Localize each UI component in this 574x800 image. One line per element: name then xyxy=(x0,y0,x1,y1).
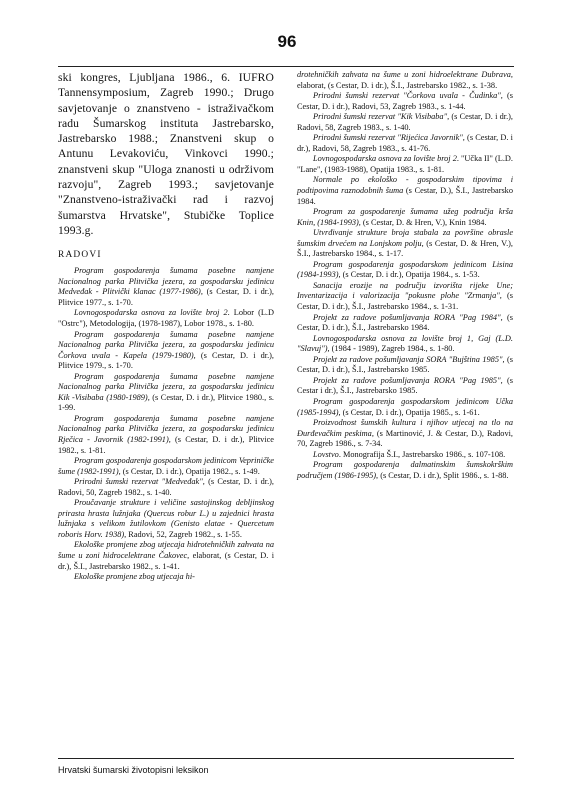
entry-title: Program gospodarenja šumama posebne namjene Nacionalnog parka Plitvička jezera, za gospodarsku jedinicu Kik -Visibaba (1980-1989) xyxy=(58,371,274,402)
bibliography-entry xyxy=(297,133,513,154)
entry-details: , (s Cestar, D. i dr.), Plitvice 1977., s. 1-70. xyxy=(58,287,274,307)
bibliography-entry xyxy=(58,540,274,572)
entry-details: , (s Cestar i dr.), Š.I., Jastrebarsko 1985. xyxy=(297,375,513,396)
footer-text: Hrvatski šumarski životopisni leksikon xyxy=(58,765,209,775)
entry-details: , (1984 - 1989), Zagreb 1984., s. 1-80. xyxy=(327,344,455,354)
entry-title: Sanacija erozije na području izvorišta rijeke Une; Inventarizacija i valorizacija "pokusne plohe "Zrmanja" xyxy=(297,280,513,301)
entry-title: Prirodni šumski rezervat "Kik Visibaba" xyxy=(313,112,448,122)
header-rule xyxy=(58,66,514,67)
entry-title: Prirodni šumski rezervat "Čorkova uvala - Čudinka" xyxy=(313,91,501,101)
left-column xyxy=(58,70,274,583)
bibliography-entry xyxy=(58,498,274,540)
bibliography-entry xyxy=(297,70,513,91)
entry-title: Program gospodarenja gospodarskom jedinicom Vepriničke šume (1982-1991) xyxy=(58,456,274,476)
entry-details: . Lobor (L.D "Ostrc"), Metodologija, (1978-1987), Lobor 1978., s. 1-80. xyxy=(58,308,274,328)
entry-details: , (s Cestar, D. i dr.), Radovi, 50, Zagreb 1982., s. 1-40. xyxy=(58,477,274,497)
entry-details: , (s Cestar, D. i dr.), Opatija 1985., s. 1-61. xyxy=(338,407,480,417)
entry-details: . "Učka II" (L.D. "Lane", (1983-1988), Opatija 1983., s. 1-81. xyxy=(297,154,514,174)
entry-title: Normale po ekološko - gospodarskim tipovima i podtipovima raznodobnih šuma xyxy=(297,175,513,196)
entry-details: , (s Cestar, D. i dr.), Radovi, 58, Zagreb 1983., s. 41-76. xyxy=(297,133,513,153)
entry-title: Program gospodarenja dalmatinskim šumskokrškim područjem (1986-1995) xyxy=(297,460,513,480)
right-entries xyxy=(297,70,513,481)
entry-details: , (s Cestar, D. i dr.), Š.I., Jastrebarsko 1985. xyxy=(297,354,513,375)
entry-title: Program za gospodarenje šumama užeg područja krša Knin, (1984-1993) xyxy=(297,207,513,227)
bibliography-entry xyxy=(297,334,513,355)
entry-title: Program gospodarenja šumama posebne namjene Nacionalnog parka Plitvička jezera, za gospodarsku jedinicu Rječica - Javornik (1982-1991) xyxy=(58,413,274,445)
bibliography-entry xyxy=(297,376,513,397)
bibliography-entry xyxy=(297,418,513,450)
section-title: RADOVI xyxy=(58,250,102,261)
entry-details: , (s Cestar, D. i dr.), Radovi, 58, Zagreb 1983., s. 1-40. xyxy=(297,112,513,132)
bibliography-entry xyxy=(297,260,513,281)
entry-title: Proučavanje strukture i veličine sastojinskog debljinskog prirasta hrasta lužnjaka (Quercus robur L.) u zajednici hrasta lužnjaka s velikom žutilovkom (Genisto elatae - Quercetum roboris Horv. 1938) xyxy=(58,498,274,539)
bibliography-entry xyxy=(297,175,513,207)
entry-details: , (s Cestar, D. i dr.), Š.I., Jastrebarsko 1984. xyxy=(297,312,513,333)
bibliography-entry xyxy=(297,460,513,481)
entry-details: , (s Cestar, D. i dr.), Plitvice 1982., s. 1-81. xyxy=(58,435,274,455)
entry-details: , (s Cestar, D. i dr.), Split 1986., s. 1-88. xyxy=(376,470,509,480)
entry-title: Proizvodnost šumskih kultura i njihov utjecaj na tlo na Đurđevačkim peskima xyxy=(297,418,513,438)
entry-title: Program gospodarenja šumama posebne namjene Nacionalnog parka Plitvička jezera, za gospodarsku jedinicu Čorkova uvala - Kapela (1979-1980) xyxy=(58,329,274,360)
bibliography-entry xyxy=(58,372,274,414)
entry-details: , (s Cestar, D. & Hren, V.), Š.I., Jastrebarsko 1984., s. 1-17. xyxy=(297,238,513,259)
entry-title: Ekološke promjene zbog utjecaja hi- xyxy=(74,572,195,582)
footer-rule xyxy=(58,758,514,759)
entry-details: , (s Cestar, D. i dr.), Radovi, 53, Zagreb 1983., s. 1-44. xyxy=(297,91,513,111)
bibliography-entry xyxy=(58,477,274,498)
bibliography-entry xyxy=(297,154,513,175)
entry-details: , (s Martinović, J. & Cestar, D.), Radovi, 70, Zagreb 1986., s. 7-34. xyxy=(297,428,513,449)
page-number: 96 xyxy=(277,32,297,51)
bibliography-entry xyxy=(297,355,513,376)
entry-details: (s Cestar, D.), Š.I., Jastrebarsko 1984. xyxy=(297,186,513,206)
entry-details: , (s Cestar, D. i dr.), Š.I., Jastrebarsko 1984., s. 1-31. xyxy=(297,291,513,312)
entry-title: Utvrđivanje strukture broja stabala za površine obrasle šumskim drvećem na Lonjskom polju xyxy=(297,228,513,248)
entry-title: Program gospodarenja šumama posebne namjene Nacionalnog parka Plitvička jezera, za gospodarsku jedinicu Medveđak - Plitvički klanac (1977-1986) xyxy=(58,266,274,297)
entry-title: Ekološke promjene zbog utjecaja hidrotehničkih zahvata na šume u zoni hidrocelektrane Čakovec xyxy=(58,540,274,561)
entry-title: Projekt za radove pošumljavanja SORA "Bujština 1985" xyxy=(313,354,503,364)
bibliography-entry xyxy=(58,572,274,583)
bibliography-entry xyxy=(58,330,274,372)
bibliography-entry xyxy=(297,397,513,418)
entry-title: Projekt za radove pošumljavanja RORA "Pag 1984" xyxy=(313,312,501,322)
entry-title: Lovnogospodarska osnova za lovište broj 2 xyxy=(313,154,457,164)
intro-paragraph: ski kongres, Ljubljana 1986., 6. IUFRO Tannensymposium, Zagreb 1990.; Drugo savjetovanje o znanstveno - istraživačkom radu Šumarskog instituta Jastrebarsko, Jastrebarsko 1988.; Znanstveni skup o Antunu Levakoviću, Vinkovci 1990.; znanstveni skup "Uloga znanosti u održivom razvoju", Zagreb 1993.; savjetovanje "Znanstveno-istraživački rad i razvoj šumarstva Hrvatske", Stubičke Toplice 1993.g. xyxy=(58,71,274,237)
bibliography-entry xyxy=(297,228,513,260)
entry-details: , (s Cestar, D. i dr.), Opatija 1984., s. 1-53. xyxy=(338,270,480,280)
entry-title: Lovstvo xyxy=(313,449,339,459)
entry-details: , (s Cestar, D. i dr.), Plitvice 1979., s. 1-70. xyxy=(58,350,274,371)
left-entries xyxy=(58,266,274,582)
bibliography-entry xyxy=(58,456,274,477)
bibliography-entry xyxy=(58,308,274,329)
entry-title: Program gospodarenja gospodarskom jedinicom Lisina (1984-1993) xyxy=(297,259,513,280)
entry-details: , elaborat, (s Cestar, D. i dr.), Š.I., Jastrebarsko 1982., s. 1-38. xyxy=(297,70,513,90)
entry-title: Projekt za radove pošumljavanja RORA "Pag 1985" xyxy=(313,375,501,385)
bibliography-entry xyxy=(297,450,513,461)
bibliography-entry xyxy=(58,266,274,308)
entry-title: Prirodni šumski rezervat "Rijećica Javornik" xyxy=(313,133,463,143)
entry-title: Prirodni šumski rezervat "Medveđak" xyxy=(74,477,203,487)
bibliography-entry xyxy=(297,281,513,313)
entry-details: , (s Cestar, D. i dr.), Plitvice 1980., s. 1-99. xyxy=(58,392,275,413)
right-column xyxy=(297,70,513,481)
entry-details: , (s Cestar, D. i dr.), Opatija 1982., s. 1-49. xyxy=(118,466,260,476)
entry-details: , Radovi, 52, Zagreb 1982., s. 1-55. xyxy=(124,529,242,539)
bibliography-entry xyxy=(297,91,513,112)
entry-details: , (s Cestar, D. & Hren, V.), Knin 1984. xyxy=(358,217,487,227)
entry-title: Program gospodarenja gospodarskom jedinicom Učka (1985-1994) xyxy=(297,396,513,417)
bibliography-entry xyxy=(297,112,513,133)
bibliography-entry xyxy=(58,414,274,456)
bibliography-entry xyxy=(297,313,513,334)
entry-details: . Monografija Š.I., Jastrebarsko 1986., s. 107-108. xyxy=(338,449,506,459)
entry-title: Lovnogospodarska osnova za lovište broj 1, Gaj (L.D. "Slavuj") xyxy=(297,333,513,354)
bibliography-entry xyxy=(297,207,513,228)
entry-details: , elaborat, (s Cestar, D. i dr.), Š.I., Jastrebarsko 1982., s. 1-41. xyxy=(58,551,274,571)
entry-title: Lovnogospodarska osnova za lovište broj 2 xyxy=(74,308,228,318)
entry-title: drotehničkih zahvata na šume u zoni hidroelektrane Dubrava xyxy=(297,70,511,79)
